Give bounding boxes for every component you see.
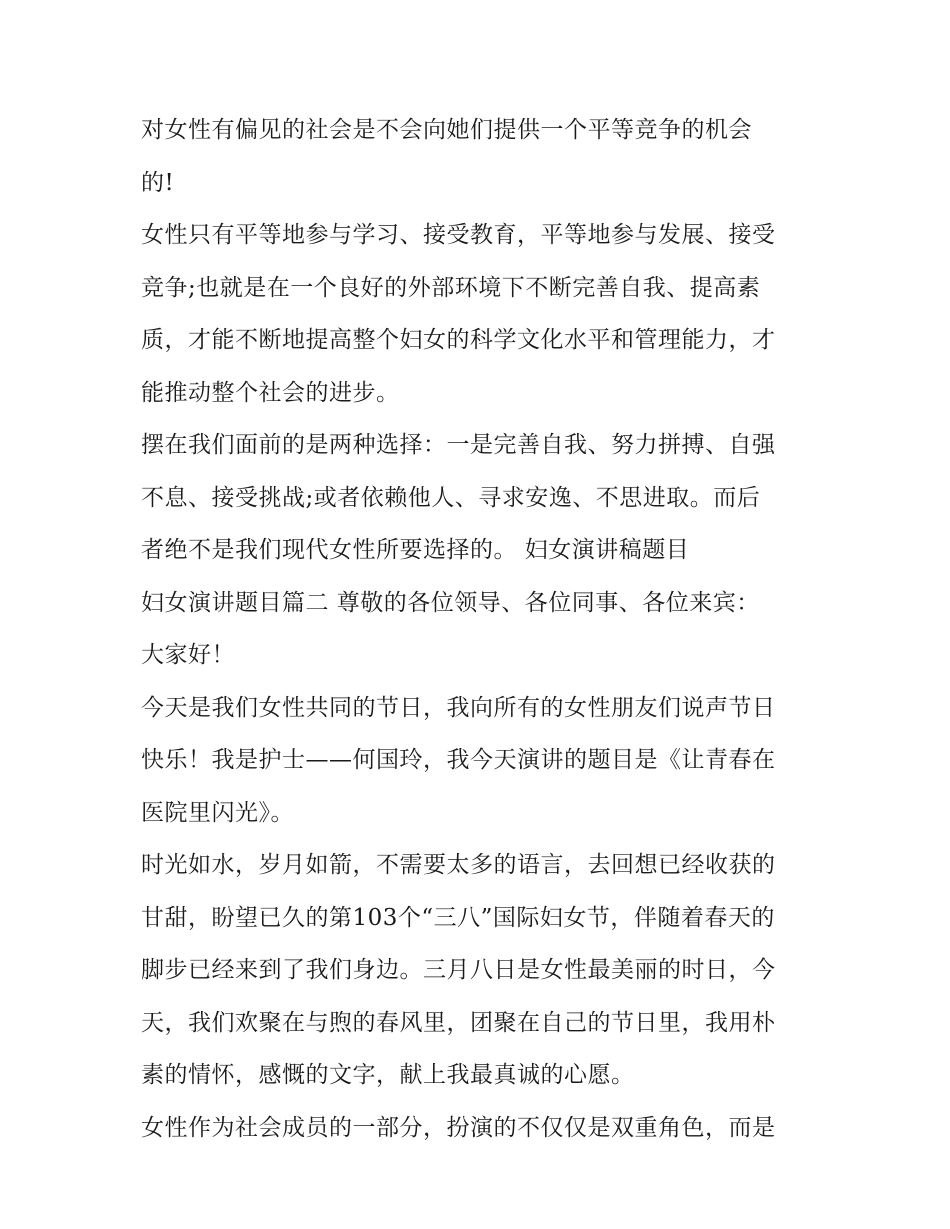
text-line: 能推动整个社会的进步。 bbox=[141, 379, 400, 406]
text-line: 摆在我们面前的是两种选择：一是完善自我、努力拼搏、自强 bbox=[141, 432, 776, 458]
text-line: 妇女演讲题目篇二 尊敬的各位领导、各位同事、各位来宾： bbox=[141, 589, 760, 616]
text-line: 快乐！我是护士——何国玲，我今天演讲的题目是《让青春在 bbox=[141, 747, 776, 773]
text-line: 的! bbox=[141, 169, 175, 196]
text-line: 竞争;也就是在一个良好的外部环境下不断完善自我、提高素 bbox=[141, 274, 761, 301]
body-text bbox=[141, 104, 821, 1154]
text-line: 天，我们欢聚在与煦的春风里，团聚在自己的节日里，我用朴 bbox=[141, 1009, 776, 1036]
text-line: 对女性有偏见的社会是不会向她们提供一个平等竞争的机会 bbox=[141, 117, 752, 143]
text-line: 女性只有平等地参与学习、接受教育，平等地参与发展、接受 bbox=[141, 222, 776, 248]
text-line: 不息、接受挑战;或者依赖他人、寻求安逸、不思进取。而后 bbox=[141, 484, 761, 511]
text-line: 质，才能不断地提高整个妇女的科学文化水平和管理能力，才 bbox=[141, 327, 776, 353]
text-line: 素的情怀，感慨的文字，献上我最真诚的心愿。 bbox=[141, 1062, 635, 1088]
text-line: 女性作为社会成员的一部分，扮演的不仅仅是双重角色，而是 bbox=[141, 1114, 776, 1141]
text-line: 甘甜，盼望已久的第103个“三八”国际妇女节，伴随着春天的 bbox=[141, 904, 775, 931]
text-line: 者绝不是我们现代女性所要选择的。 妇女演讲稿题目 bbox=[141, 537, 690, 563]
text-line: 时光如水，岁月如箭，不需要太多的语言，去回想已经收获的 bbox=[141, 852, 776, 878]
text-line: 脚步已经来到了我们身边。三月八日是女性最美丽的时日，今 bbox=[141, 957, 776, 983]
text-line: 大家好！ bbox=[141, 642, 235, 668]
text-line: 医院里闪光》。 bbox=[141, 799, 294, 826]
text-line: 今天是我们女性共同的节日，我向所有的女性朋友们说声节日 bbox=[141, 694, 776, 721]
